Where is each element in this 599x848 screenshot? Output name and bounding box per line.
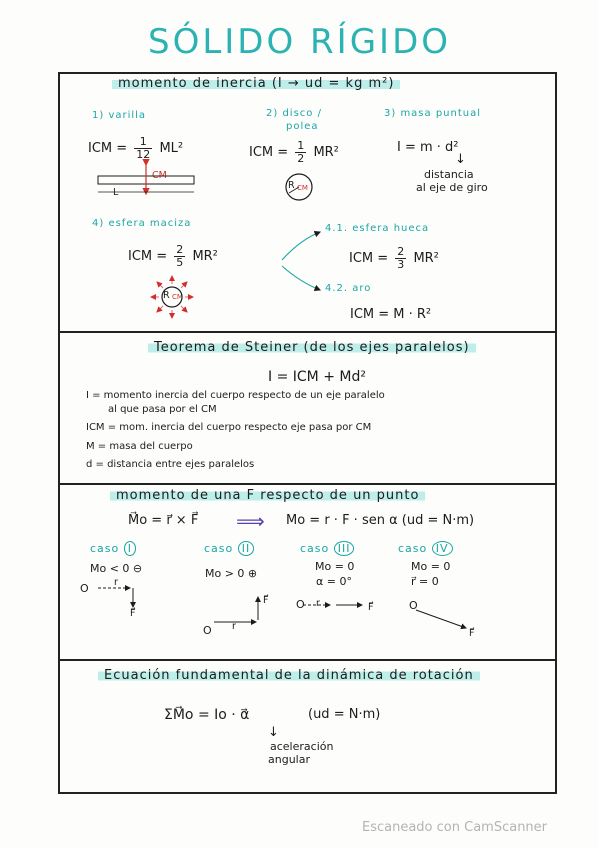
momento-scalar-formula: Mo = r · F · sen α (ud = N·m) — [286, 513, 475, 528]
camscanner-watermark: Escaneado con CamScanner — [362, 820, 548, 835]
disco-label: 2) disco / — [266, 108, 322, 119]
section-heading-momento-fuerza: momento de una F respecto de un punto — [110, 488, 425, 503]
ecuacion-arrow: ↓ — [268, 725, 279, 740]
masa-arrow: ↓ — [455, 152, 466, 167]
caso-iv-condition-1: Mo = 0 — [411, 560, 451, 573]
steiner-line-3: M = masa del cuerpo — [86, 441, 193, 452]
branch-arrows — [282, 232, 320, 290]
esfera-radius-label: R — [163, 290, 170, 301]
caso-iii-f: F⃗ — [368, 602, 374, 613]
caso-i-r: r — [114, 577, 118, 588]
caso-i-label: caso I — [90, 542, 136, 555]
caso-ii-f: F⃗ — [263, 595, 269, 606]
disco-label-2: polea — [286, 121, 319, 132]
caso-ii-diagram — [214, 597, 258, 622]
disco-radius-label: R — [288, 180, 295, 191]
masa-note-2: al eje de giro — [416, 181, 488, 194]
caso-iv-f: F⃗ — [469, 628, 475, 639]
section-heading-steiner: Teorema de Steiner (de los ejes paralelos) — [148, 340, 476, 355]
section-heading-ecuacion-fundamental: Ecuación fundamental de la dinámica de rotación — [98, 668, 480, 683]
disco-formula: ICM = $\frac{1}{2}$ MR² — [249, 139, 339, 165]
masa-formula: I = m · d² — [397, 140, 459, 155]
steiner-line-4: d = distancia entre ejes paralelos — [86, 459, 255, 470]
caso-iii-label: caso III — [300, 542, 354, 555]
caso-ii-r: r — [232, 621, 236, 632]
implies-arrow: ⟹ — [236, 509, 265, 533]
esfera-hueca-label: 4.1. esfera hueca — [325, 223, 430, 234]
caso-iv-diagram — [416, 610, 466, 628]
page-title: SÓLIDO RÍGIDO — [147, 22, 452, 62]
varilla-diagram — [98, 165, 194, 194]
esfera-cm-label: CM — [172, 293, 183, 301]
steiner-line-1a: I = momento inercia del cuerpo respecto de un eje paralelo — [86, 390, 385, 401]
varilla-formula: ICM = $\frac{1}{12}$ ML² — [88, 135, 184, 161]
steiner-line-1b: al que pasa por el CM — [108, 404, 217, 415]
disco-cm-label: CM — [297, 184, 308, 192]
section-heading-moment-of-inertia: momento de inercia (I → ud = kg m²) — [112, 76, 400, 91]
varilla-length-label: L — [113, 187, 119, 198]
varilla-label: 1) varilla — [92, 110, 147, 121]
momento-vector-formula: M⃗o = r⃗ × F⃗ — [128, 513, 199, 528]
steiner-formula: I = ICM + Md² — [268, 369, 366, 385]
caso-i-condition: Mo < 0 ⊖ — [90, 562, 143, 575]
caso-iv-origin: O — [409, 599, 418, 612]
caso-i-diagram — [98, 588, 133, 607]
masa-label: 3) masa puntual — [384, 108, 482, 119]
caso-ii-label: caso II — [204, 542, 254, 555]
masa-note-1: distancia — [424, 168, 474, 181]
esfera-maciza-formula: ICM = $\frac{2}{5}$ MR² — [128, 243, 218, 269]
caso-iii-condition-1: Mo = 0 — [315, 560, 355, 573]
esfera-diagram — [151, 276, 193, 318]
caso-ii-condition: Mo > 0 ⊕ — [205, 567, 258, 580]
esfera-hueca-formula: ICM = $\frac{2}{3}$ MR² — [349, 245, 439, 271]
caso-iv-label: caso IV — [398, 542, 453, 555]
esfera-maciza-label: 4) esfera maciza — [92, 218, 192, 229]
caso-iii-condition-2: α = 0° — [316, 575, 352, 588]
aro-label: 4.2. aro — [325, 283, 372, 294]
disco-diagram — [286, 174, 312, 200]
ecuacion-note-2: angular — [268, 753, 310, 766]
ecuacion-note-1: aceleración — [270, 740, 334, 753]
caso-ii-origin: O — [203, 624, 212, 637]
caso-iv-condition-2: r⃗ = 0 — [411, 575, 439, 588]
caso-iii-r: r — [316, 598, 320, 609]
caso-i-origin: O — [80, 582, 89, 595]
caso-i-f: F⃗ — [130, 608, 136, 619]
aro-formula: ICM = M · R² — [350, 307, 432, 322]
ecuacion-formula: ΣM⃗o = Io · α⃗ — [164, 707, 250, 723]
steiner-line-2: ICM = mom. inercia del cuerpo respecto eje pasa por CM — [86, 422, 372, 433]
ecuacion-units: (ud = N·m) — [308, 707, 381, 722]
caso-iii-origin: O — [296, 598, 305, 611]
varilla-cm-label: CM — [152, 170, 167, 181]
